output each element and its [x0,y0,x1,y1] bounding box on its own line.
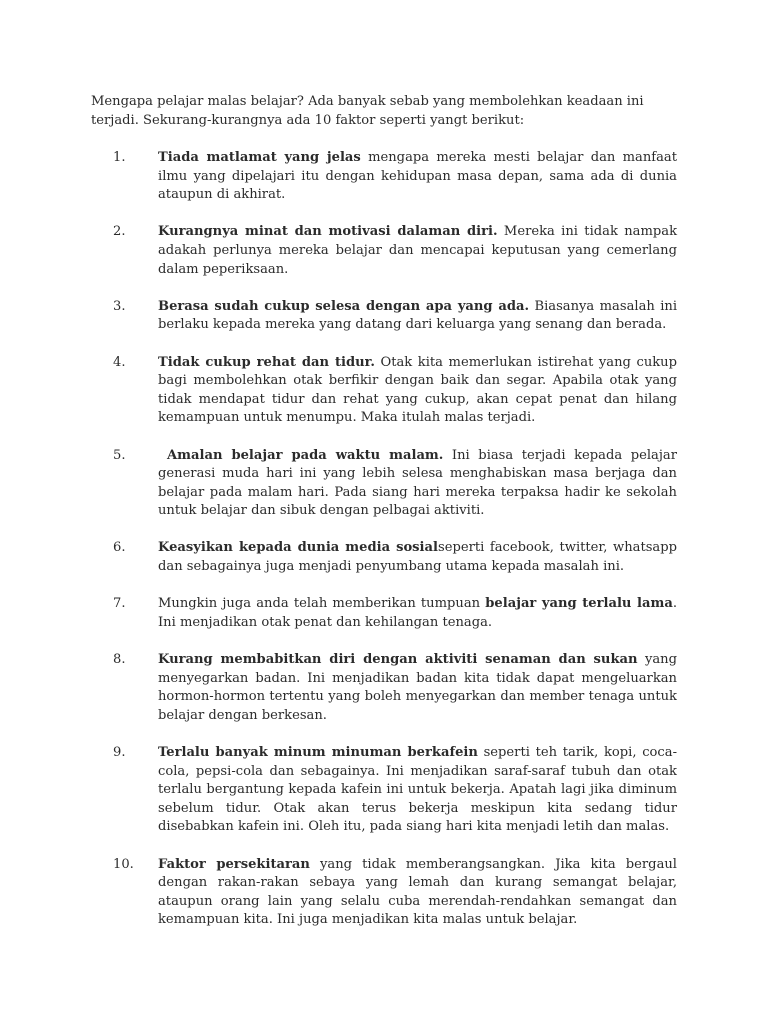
list-item-body: Biasanya masalah ini berlaku kepada mereka yang datang dari keluarga yang senang dan berada. [158,298,678,333]
list-item-body: seperti teh tarik, kopi, coca-cola, pepsi-cola dan sebagainya. Ini menjadikan saraf-saraf tubuh dan otak terlalu bergantung kepada kafein ini untuk bekerja. Apatah lagi jika diminum sebelum tidur. Otak akan terus bekerja meskipun kita sedang tidur disebabkan kafein ini. Oleh itu, pada siang hari kita menjadi letih dan malas. [158,745,677,835]
list-item-number: 2. [113,224,126,240]
list-item-number: 6. [113,540,126,556]
list-item-6 [0,539,768,576]
list-item-number: 4. [113,354,126,370]
list-item-number: 8. [113,652,126,668]
list-item-body: Ini biasa terjadi kepada pelajar generasi muda hari ini yang lebih selesa menghabiskan masa berjaga dan belajar pada malam hari. Pada siang hari mereka terpaksa hadir ke sekolah untuk belajar dan sibuk dengan pelbagai aktiviti. [158,447,677,519]
list-item-number: 3. [113,298,126,314]
list-item-bold: Tiada matlamat yang jelas [158,150,361,165]
list-item-bold: Tidak cukup rehat dan tidur. [158,354,375,370]
list-item-text [158,149,677,205]
list-item-body: Otak kita memerlukan istirehat yang cukup bagi membolehkan otak berfikir dengan baik dan segar. Apabila otak yang tidak mendapat tidur dan rehat yang cukup, akan cepat penat dan hilang kemampuan untuk menumpu. Maka itulah malas terjadi. [158,354,677,426]
list-item-text [158,744,677,837]
list-item-number: 10. [113,856,134,872]
list-item-bold: Faktor persekitaran [158,856,310,872]
list-item-bold: Kurangnya minat dan motivasi dalaman diri. [158,224,498,240]
list-item-body: mengapa mereka mesti belajar dan manfaat ilmu yang dipelajari itu dengan kehidupan masa depan, sama ada di dunia ataupun di akhirat. [158,150,677,203]
list-item-body: yang tidak memberangsangkan. Jika kita bergaul dengan rakan-rakan sebaya yang lemah dan kurang semangat belajar, ataupun orang lain yang selalu cuba merendah-rendahkan semangat dan kemampuan kita. Ini juga menjadikan kita malas untuk belajar. [158,856,677,928]
list-item-text [158,354,677,428]
list-item-3 [0,298,768,335]
list-item-text [158,595,677,632]
list-item-4 [0,354,768,428]
list-item-10 [0,856,768,930]
list-item-text [158,539,677,576]
list-item-number: 5. [113,447,126,463]
list-item-text [158,298,677,335]
list-item-8 [0,651,768,725]
list-item-bold: Amalan belajar pada waktu malam. [158,447,444,463]
list-item-bold: Keasyikan kepada dunia media sosial [158,540,438,556]
list-item-text [158,651,677,725]
list-item-pre: Mungkin juga anda telah memberikan tumpuan [158,596,486,612]
list-item-bold: Kurang membabitkan diri dengan aktiviti senaman dan sukan [158,652,638,668]
list-item-number: 7. [113,596,126,612]
list-item-number: 1. [113,150,126,165]
list-item-body: . Ini menjadikan otak penat dan kehilangan tenaga. [158,596,677,630]
list-item-body: Mereka ini tidak nampak adakah perlunya mereka belajar dan mencapai keputusan yang cemerlang dalam peperiksaan. [158,224,677,277]
reasons-list [0,149,768,949]
list-item-body: seperti facebook, twitter, whatsapp dan sebagainya juga menjadi penyumbang utama kepada masalah ini. [158,540,677,575]
list-item-body: yang menyegarkan badan. Ini menjadikan badan kita tidak dapat mengeluarkan hormon-hormon tertentu yang boleh menyegarkan dan member tenaga untuk belajar dengan berkesan. [158,652,677,723]
list-item-5 [0,447,768,521]
list-item-text [158,856,677,930]
list-item-text [158,447,677,521]
list-item-7 [0,595,768,632]
list-item-bold: Terlalu banyak minum minuman berkafein [158,745,478,760]
list-item-2 [0,223,768,279]
intro-paragraph: Mengapa pelajar malas belajar? Ada banyak sebab yang membolehkan keadaan ini terjadi. Sekurang-kurangnya ada 10 faktor seperti yangt berikut: [91,94,644,128]
list-item-bold: Berasa sudah cukup selesa dengan apa yang ada. [158,298,530,314]
list-item-text [158,223,677,279]
list-item-bold: belajar yang terlalu lama [485,596,673,612]
list-item-9 [0,744,768,837]
list-item-1 [0,149,768,205]
list-item-number: 9. [113,745,126,760]
